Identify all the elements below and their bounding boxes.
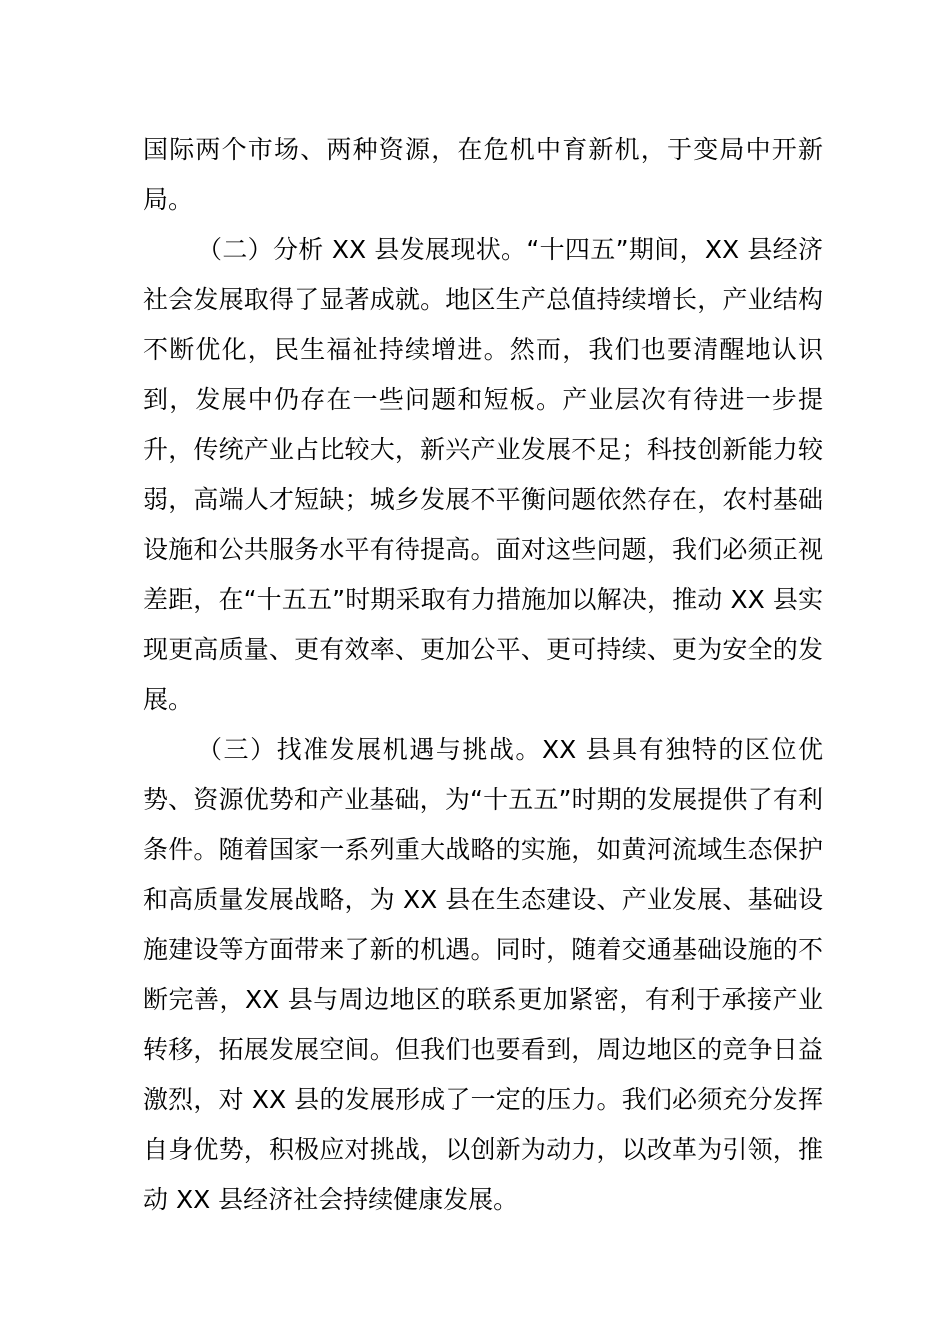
paragraph-continuation: 国际两个市场、两种资源，在危机中育新机，于变局中开新局。 xyxy=(143,135,823,214)
paragraph-section-2: （二）分析 XX 县发展现状。“十四五”期间，XX 县经济社会发展取得了显著成就。地区生产总值持续增长，产业结构不断优化，民生福祉持续增进。然而，我们也要清醒地认识到，发展中仍存在一些问题和短板。产业层次有待进一步提升，传统产业占比较大，新兴产业发展不足；科技创新能力较弱，高端人才短缺；城乡发展不平衡问题依然存在，农村基础设施和公共服务水平有待提高。面对这些问题，我们必须正视差距，在“十五五”时期采取有力措施加以解决，推动 XX 县实现更高质量、更有效率、更加公平、更可持续、更为安全的发展。 xyxy=(143,235,823,714)
paragraph-section-3: （三）找准发展机遇与挑战。XX 县具有独特的区位优势、资源优势和产业基础，为“十五五”时期的发展提供了有利条件。随着国家一系列重大战略的实施，如黄河流域生态保护和高质量发展战略，为 XX 县在生态建设、产业发展、基础设施建设等方面带来了新的机遇。同时，随着交通基础设施的不断完善，XX 县与周边地区的联系更加紧密，有利于承接产业转移，拓展发展空间。但我们也要看到，周边地区的竞争日益激烈，对 XX 县的发展形成了一定的压力。我们必须充分发挥自身优势，积极应对挑战，以创新为动力，以改革为引领，推动 XX 县经济社会持续健康发展。 xyxy=(143,735,823,1214)
document-body xyxy=(143,125,823,1225)
